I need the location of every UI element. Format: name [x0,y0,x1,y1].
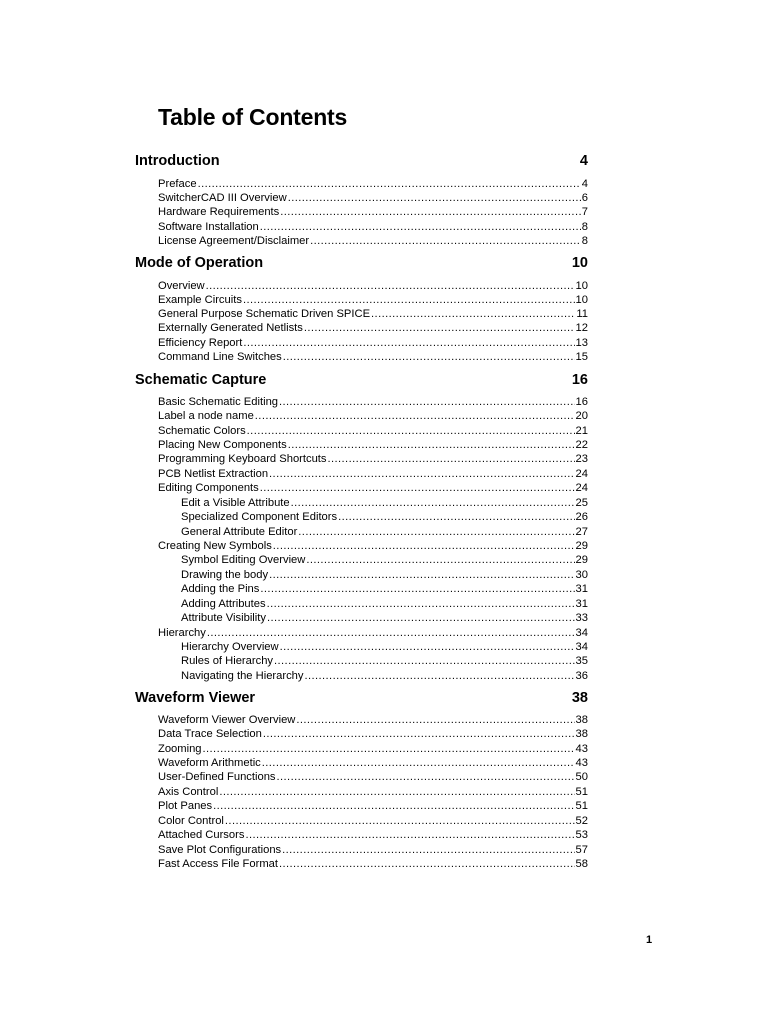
leader-dots [306,553,574,567]
leader-dots [213,799,574,813]
section-heading-waveform-viewer[interactable] [135,690,588,708]
toc-entry[interactable] [158,321,588,335]
leader-dots [260,220,581,234]
toc-entry-page: 27 [575,526,588,538]
toc-entry-label: Command Line Switches [158,351,282,363]
leader-dots [263,727,575,741]
toc-entry-label: Label a node name [158,410,254,422]
toc-subentry[interactable] [181,640,588,654]
toc-entry-label: Programming Keyboard Shortcuts [158,453,327,465]
toc-entry-page: 51 [575,800,588,812]
leader-dots [206,279,575,293]
toc-entry-page: 13 [575,337,588,349]
page-title: Table of Contents [158,104,348,130]
toc-entry[interactable] [158,234,588,248]
toc-entry-page: 57 [575,844,588,856]
toc-entry-page: 34 [575,641,588,653]
toc-entry-label: Basic Schematic Editing [158,396,279,408]
toc-entry-page: 58 [575,858,588,870]
leader-dots [273,539,575,553]
leader-dots [298,525,574,539]
toc-entry[interactable] [158,770,588,784]
section-heading-page: 4 [579,153,588,169]
toc-entry-page: 12 [575,322,588,334]
toc-entry-page: 31 [575,583,588,595]
toc-entry-page: 16 [575,396,588,408]
toc-entry[interactable] [158,350,588,364]
leader-dots [304,321,575,335]
toc-entry[interactable] [158,843,588,857]
leader-dots [269,568,574,582]
toc-entry-label: Drawing the body [181,569,269,581]
toc-entry-label: License Agreement/Disclaimer [158,235,310,247]
toc-entry-page: 51 [575,786,588,798]
section-heading-label: Schematic Capture [135,372,267,388]
toc-entry-label: Color Control [158,815,224,827]
leader-dots [328,452,575,466]
toc-entry-label: Schematic Colors [158,425,246,437]
toc-entry[interactable] [158,293,588,307]
leader-dots [288,191,581,205]
toc-entry-page: 38 [575,728,588,740]
toc-entry-label: User-Defined Functions [158,771,276,783]
toc-entry[interactable] [158,481,588,495]
toc-entry-page: 20 [575,410,588,422]
toc-entry-label: Hierarchy [158,627,206,639]
toc-subentry[interactable] [181,525,588,539]
toc-entry-label: General Purpose Schematic Driven SPICE [158,308,371,320]
toc-subentry[interactable] [181,597,588,611]
toc-entry-page: 15 [575,351,588,363]
toc-entry[interactable] [158,205,588,219]
leader-dots [274,654,575,668]
toc-entry-label: Overview [158,280,205,292]
toc-entry-page: 43 [575,743,588,755]
toc-entry-label: Hardware Requirements [158,206,280,218]
leader-dots [277,770,575,784]
toc-entry-label: Plot Panes [158,800,213,812]
toc-entry[interactable] [158,742,588,756]
leader-dots [198,177,581,191]
toc-entry-label: Software Installation [158,221,259,233]
toc-entry[interactable] [158,452,588,466]
toc-entry-page: 24 [575,482,588,494]
section-heading-label: Waveform Viewer [135,690,256,706]
toc-subentry[interactable] [181,510,588,524]
toc-entry-label: Specialized Component Editors [181,511,338,523]
toc-entry-label: Zooming [158,743,202,755]
leader-dots [280,640,575,654]
toc-entry[interactable] [158,539,588,553]
toc-entry-label: Rules of Hierarchy [181,655,274,667]
toc-entry-page: 26 [575,511,588,523]
toc-entry-label: Hierarchy Overview [181,641,279,653]
leader-dots [371,307,575,321]
toc-entry-page: 6 [581,192,588,204]
toc-entry-label: Navigating the Hierarchy [181,670,304,682]
toc-entry-page: 43 [575,757,588,769]
toc-entry-label: PCB Netlist Extraction [158,468,269,480]
toc-entry-page: 25 [575,497,588,509]
leader-dots [207,626,575,640]
toc-entry-page: 30 [575,569,588,581]
toc-entry-page: 10 [575,280,588,292]
toc-entry[interactable] [158,785,588,799]
toc-entry[interactable] [158,177,588,191]
toc-entry[interactable] [158,279,588,293]
toc-entry-label: Data Trace Selection [158,728,262,740]
toc-entry[interactable] [158,220,588,234]
leader-dots [219,785,574,799]
leader-dots [296,713,574,727]
toc-entry-page: 11 [576,308,588,320]
section-heading-introduction[interactable] [135,153,588,171]
toc-entry-page: 38 [575,714,588,726]
section-heading-schematic-capture[interactable] [135,372,588,390]
leader-dots [283,350,575,364]
toc-entry-label: Creating New Symbols [158,540,272,552]
toc-entry-page: 7 [581,206,588,218]
toc-entry[interactable] [158,467,588,481]
leader-dots [203,742,575,756]
section-heading-page: 16 [571,372,588,388]
toc-subentry[interactable] [181,582,588,596]
leader-dots [279,395,575,409]
section-heading-label: Mode of Operation [135,255,264,271]
toc-entry-label: Waveform Viewer Overview [158,714,296,726]
toc-entry-page: 33 [575,612,588,624]
leader-dots [267,597,575,611]
toc-entry[interactable] [158,828,588,842]
page-number: 1 [646,934,653,946]
toc-entry[interactable] [158,424,588,438]
section-heading-label: Introduction [135,153,220,169]
toc-entry-label: Axis Control [158,786,219,798]
section-heading-page: 38 [571,690,588,706]
leader-dots [260,481,575,495]
leader-dots [282,843,574,857]
leader-dots [291,496,575,510]
toc-entry[interactable] [158,336,588,350]
leader-dots [280,205,581,219]
toc-entry-page: 21 [575,425,588,437]
toc-entry-page: 8 [581,221,588,233]
toc-entry-label: Waveform Arithmetic [158,757,261,769]
toc-entry[interactable] [158,409,588,423]
toc-entry-page: 4 [581,178,588,190]
toc-entry[interactable] [158,626,588,640]
leader-dots [338,510,574,524]
toc-subentry[interactable] [181,669,588,683]
toc-subentry[interactable] [181,553,588,567]
toc-entry-label: SwitcherCAD III Overview [158,192,287,204]
toc-entry-label: Efficiency Report [158,337,243,349]
section-heading-mode-of-operation[interactable] [135,255,588,273]
toc-entry-page: 23 [575,453,588,465]
toc-entry-page: 22 [575,439,588,451]
toc-entry[interactable] [158,713,588,727]
toc-entry-page: 29 [575,540,588,552]
toc-entry-label: Adding Attributes [181,598,266,610]
toc-entry-page: 35 [575,655,588,667]
toc-subentry[interactable] [181,568,588,582]
toc-entry-page: 29 [575,554,588,566]
toc-entry-page: 53 [575,829,588,841]
toc-entry[interactable] [158,395,588,409]
toc-entry[interactable] [158,438,588,452]
toc-entry-label: Save Plot Configurations [158,844,282,856]
toc-entry-label: Fast Access File Format [158,858,278,870]
toc-entry-label: Preface [158,178,197,190]
toc-entry[interactable] [158,756,588,770]
leader-dots [260,582,574,596]
toc-entry-label: Externally Generated Netlists [158,322,303,334]
leader-dots [267,611,575,625]
toc-entry-label: Attribute Visibility [181,612,266,624]
leader-dots [255,409,575,423]
leader-dots [243,293,575,307]
toc-entry-page: 36 [575,670,588,682]
leader-dots [225,814,575,828]
leader-dots [247,424,575,438]
toc-entry[interactable] [158,727,588,741]
toc-entry-label: General Attribute Editor [181,526,298,538]
section-heading-page: 10 [571,255,588,271]
toc-subentry[interactable] [181,611,588,625]
toc-entry-page: 31 [575,598,588,610]
leader-dots [243,336,574,350]
toc-entry-page: 52 [575,815,588,827]
toc-entry-page: 10 [575,294,588,306]
leader-dots [310,234,581,248]
leader-dots [279,857,575,871]
leader-dots [262,756,575,770]
toc-entry-label: Attached Cursors [158,829,245,841]
toc-entry-label: Placing New Components [158,439,287,451]
toc-entry[interactable] [158,857,588,871]
toc-entry[interactable] [158,814,588,828]
toc-entry-page: 34 [575,627,588,639]
toc-entry-page: 24 [575,468,588,480]
toc-subentry[interactable] [181,654,588,668]
leader-dots [288,438,575,452]
toc-entry[interactable] [158,307,588,321]
toc-entry-page: 8 [581,235,588,247]
toc-subentry[interactable] [181,496,588,510]
leader-dots [245,828,574,842]
toc-entry-label: Symbol Editing Overview [181,554,306,566]
leader-dots [269,467,575,481]
toc-entry[interactable] [158,191,588,205]
toc-entry-page: 50 [575,771,588,783]
toc-entry[interactable] [158,799,588,813]
leader-dots [305,669,575,683]
toc-entry-label: Adding the Pins [181,583,260,595]
toc-entry-label: Example Circuits [158,294,242,306]
toc-entry-label: Edit a Visible Attribute [181,497,290,509]
toc-entry-label: Editing Components [158,482,259,494]
